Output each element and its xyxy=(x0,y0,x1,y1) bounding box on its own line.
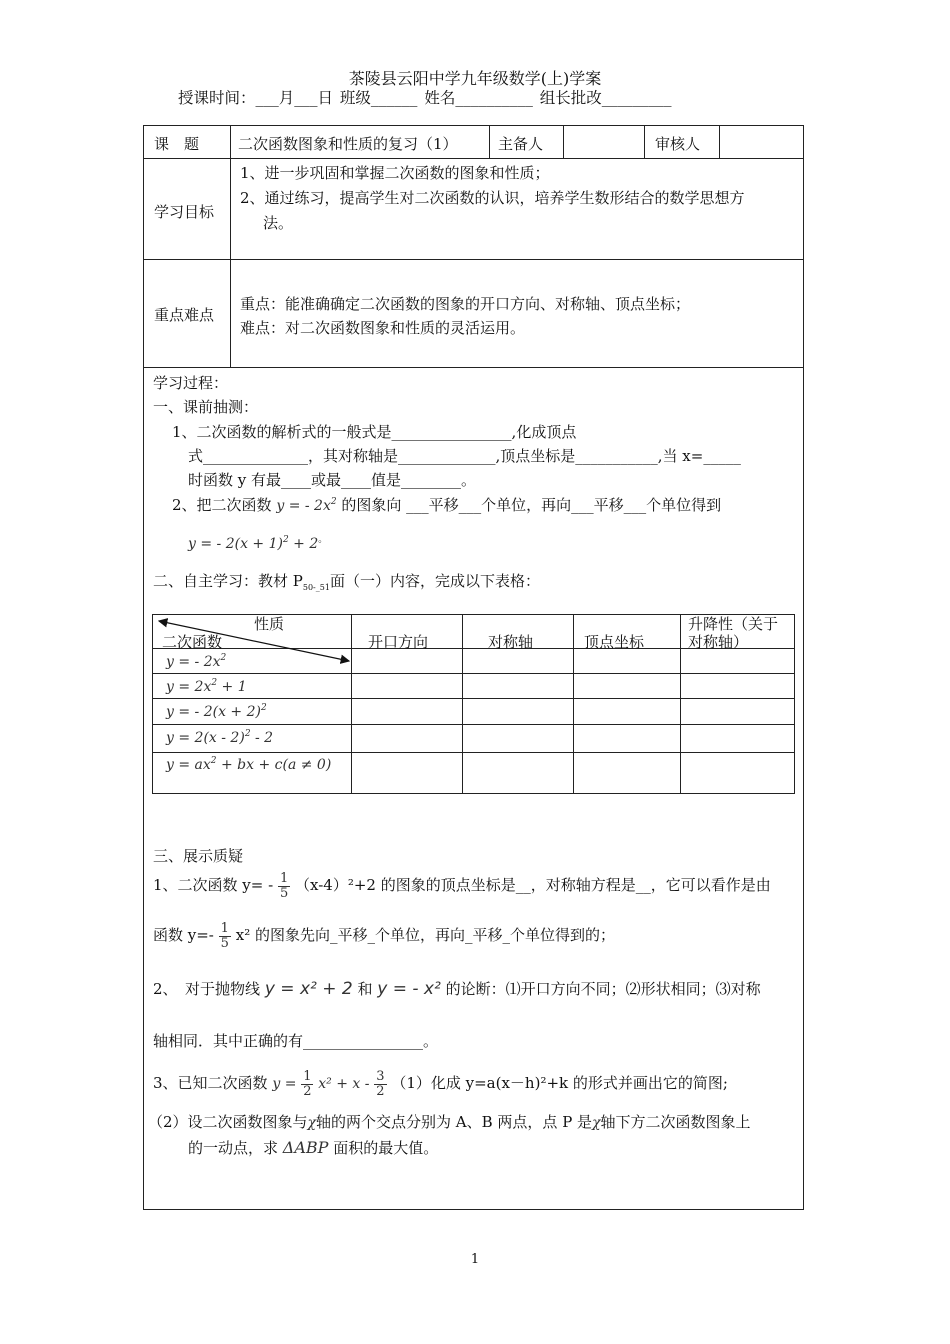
page-number: 1 xyxy=(470,1252,480,1267)
p3c-text: 面积的最大值。 xyxy=(333,1139,439,1157)
denominator: 2 xyxy=(376,1083,385,1099)
divider xyxy=(680,615,681,793)
exponent: 2 xyxy=(220,653,227,663)
table-row-formula xyxy=(166,677,247,695)
question-2 xyxy=(172,494,721,515)
class-info-line: 授课时间：___月___日 班级______ 姓名__________ 组长批改_________ xyxy=(178,89,672,107)
p3-text: （1）化成 y=a(x－h)²+k 的形式并画出它的简图; xyxy=(391,1074,728,1093)
formula-tail: - 2 xyxy=(250,730,274,746)
q2-formula: y = - 2x xyxy=(276,498,331,514)
p3c-text: 的一动点，求 xyxy=(188,1139,279,1157)
problem-2 xyxy=(153,978,761,999)
exponent: 2 xyxy=(210,756,217,766)
exponent: 2 xyxy=(211,678,218,688)
divider xyxy=(644,126,645,158)
column-header: 对称轴 xyxy=(488,633,534,651)
table-row-formula xyxy=(166,652,226,670)
axis-symbol: χ xyxy=(307,1115,317,1131)
reviewer-label: 审核人 xyxy=(655,135,701,153)
divider xyxy=(489,126,490,158)
column-header: 对称轴） xyxy=(688,633,749,651)
problem-3 xyxy=(153,1070,728,1098)
formula: y = 2(x - 2) xyxy=(166,730,245,746)
formula: x² + x - xyxy=(318,1076,370,1093)
exponent: 2 xyxy=(283,535,289,545)
p2-text: 2、 对于抛物线 xyxy=(153,980,261,998)
divider xyxy=(153,698,794,699)
difficult-point: 难点：对二次函数图象和性质的灵活运用。 xyxy=(240,319,526,337)
problem-3-part2 xyxy=(148,1111,751,1132)
divider xyxy=(230,126,231,367)
q2-end: 。 xyxy=(318,535,328,545)
fraction xyxy=(278,872,290,900)
p3b-text: （2）设二次函数图象与 xyxy=(148,1113,308,1131)
table-row-formula xyxy=(166,702,267,720)
page-title: 茶陵县云阳中学九年级数学(上)学案 xyxy=(348,69,602,88)
numerator: 1 xyxy=(220,921,229,936)
problem-1-cont xyxy=(153,922,615,950)
section2-text: 面（一）内容，完成以下表格： xyxy=(329,572,540,590)
corner-header-top: 性质 xyxy=(254,615,285,633)
formula: y = xyxy=(272,1076,297,1093)
section-heading: 一、课前抽测： xyxy=(153,398,259,416)
goal-item: 1、进一步巩固和掌握二次函数的图象和性质； xyxy=(240,164,550,182)
numerator: 3 xyxy=(376,1069,385,1084)
corner-header-bottom: 二次函数 xyxy=(162,633,223,651)
problem-3-part2-cont xyxy=(188,1137,438,1158)
key-point: 重点：能准确确定二次函数的图象的开口方向、对称轴、顶点坐标； xyxy=(240,295,691,313)
denominator: 2 xyxy=(303,1083,312,1099)
denominator: 5 xyxy=(220,935,229,951)
formula: y = ax xyxy=(166,757,211,773)
triangle-formula: ΔABP xyxy=(282,1138,329,1157)
p3b-text: 轴的两个交点分别为 A、B 两点，点 P 是 xyxy=(316,1113,593,1131)
question-1: 1、二次函数的解析式的一般式是________________,化成顶点 xyxy=(172,423,577,441)
divider xyxy=(719,126,720,158)
table-row-formula xyxy=(166,755,331,773)
problem-2-cont: 轴相同．其中正确的有________________。 xyxy=(153,1032,439,1050)
q2-text: 2、把二次函数 xyxy=(172,496,272,514)
goals-label: 学习目标 xyxy=(154,203,215,221)
q2-target-formula: y = - 2(x + 1) xyxy=(188,536,283,552)
p1-text: 1、二次函数 y= - xyxy=(153,876,274,895)
p1b-text: 函数 y=- xyxy=(153,926,214,945)
formula-tail: + 1 xyxy=(217,679,247,695)
preparer-label: 主备人 xyxy=(498,135,544,153)
topic-value: 二次函数图象和性质的复习（1） xyxy=(238,135,458,153)
numerator: 1 xyxy=(279,871,289,886)
parabola-formula: y = - x² xyxy=(377,979,441,999)
section-3-heading: 三、展示质疑 xyxy=(153,847,244,865)
p2-text: 和 xyxy=(357,980,373,998)
p3-text: 3、已知二次函数 xyxy=(153,1074,268,1093)
fraction xyxy=(374,1070,386,1098)
topic-label: 课 题 xyxy=(154,135,200,153)
column-header: 升降性（关于 xyxy=(688,615,779,633)
divider xyxy=(462,615,463,793)
page-range: 50-_51 xyxy=(302,583,330,592)
exponent: 2 xyxy=(330,497,337,507)
divider xyxy=(153,724,794,725)
key-label: 重点难点 xyxy=(154,306,215,324)
formula-tail: + bx + c(a ≠ 0) xyxy=(216,757,332,773)
formula: y = - 2(x + 2) xyxy=(166,704,261,720)
divider xyxy=(563,126,564,158)
numerator: 1 xyxy=(303,1069,312,1084)
goal-item: 2、通过练习，提高学生对二次函数的认识，培养学生数形结合的数学思想方 xyxy=(240,189,745,207)
axis-symbol: χ xyxy=(592,1115,601,1131)
column-header: 顶点坐标 xyxy=(584,633,645,651)
problem-1 xyxy=(153,872,771,900)
divider xyxy=(144,367,804,368)
question-1-cont: 式______________，其对称轴是_____________,顶点坐标是___________,当 x=_____ xyxy=(188,447,741,465)
section2-text: 二、自主学习：教材 P xyxy=(153,572,303,590)
divider xyxy=(573,615,574,793)
divider xyxy=(144,158,804,159)
fraction xyxy=(301,1070,313,1098)
p2-text: 的论断：⑴开口方向不同；⑵形状相同；⑶对称 xyxy=(445,980,761,998)
section-2-heading xyxy=(153,570,540,592)
goal-item-cont: 法。 xyxy=(263,214,294,232)
table-row-formula xyxy=(166,728,273,746)
divider xyxy=(153,752,794,753)
question-2-formula xyxy=(188,532,327,552)
fraction xyxy=(219,922,231,950)
exponent: 2 xyxy=(244,729,251,739)
q2-text: 的图象向 ___平移___个单位，再向___平移___个单位得到 xyxy=(341,496,722,514)
formula: y = 2x xyxy=(166,679,212,695)
divider xyxy=(153,673,794,674)
formula: y = - 2x xyxy=(166,654,221,670)
exponent: 2 xyxy=(261,703,267,713)
p1-text: （x-4）²+2 的图象的顶点坐标是__，对称轴方程是__，它可以看作是由 xyxy=(295,876,771,895)
p1b-text: x² 的图象先向_平移_个单位，再向_平移_个单位得到的； xyxy=(235,926,615,945)
denominator: 5 xyxy=(279,885,289,901)
process-heading: 学习过程： xyxy=(153,374,229,392)
p3b-text: 轴下方二次函数图象上 xyxy=(600,1113,751,1131)
q2-target-tail: + 2 xyxy=(288,536,319,552)
column-header: 开口方向 xyxy=(368,633,429,651)
divider xyxy=(144,259,804,260)
parabola-formula: y = x² + 2 xyxy=(264,979,353,999)
question-1-cont: 时函数 y 有最____或最____值是________。 xyxy=(188,471,477,489)
